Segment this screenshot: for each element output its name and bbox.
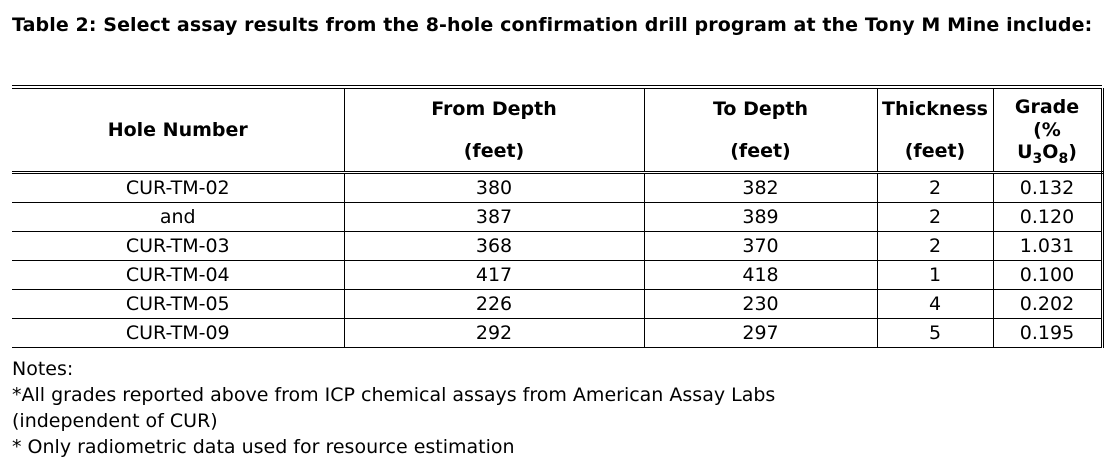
header-from-depth-label: From Depth: [431, 98, 557, 120]
cell-to-depth: 230: [644, 290, 877, 319]
table-row: [12, 203, 1102, 232]
table-row: [12, 290, 1102, 319]
cell-thickness: 2: [877, 232, 993, 261]
note-line-2: (independent of CUR): [12, 410, 218, 432]
cell-to-depth: 382: [644, 173, 877, 203]
table-row: [12, 319, 1102, 348]
table-header-row: [12, 89, 1102, 173]
cell-to-depth: 297: [644, 319, 877, 348]
header-from-depth: [344, 89, 644, 173]
header-grade-label: Grade: [1014, 96, 1080, 118]
table-row: [12, 173, 1102, 203]
header-grade-unit-open: (%: [1033, 119, 1061, 141]
cell-grade: 0.195: [993, 319, 1102, 348]
cell-grade: 0.120: [993, 203, 1102, 232]
header-to-depth-unit: (feet): [730, 140, 791, 162]
cell-thickness: 5: [877, 319, 993, 348]
cell-thickness: 2: [877, 173, 993, 203]
cell-from-depth: 368: [344, 232, 644, 261]
cell-from-depth: 292: [344, 319, 644, 348]
notes-heading: Notes:: [12, 358, 74, 380]
cell-grade: 0.132: [993, 173, 1102, 203]
header-hole-number-label: Hole Number: [107, 119, 248, 141]
table-title: Table 2: Select assay results from the 8-hole confirmation drill program at the Tony M Mine include:: [12, 14, 1093, 36]
formula-u: U: [1017, 141, 1033, 163]
header-grade-unit-formula: [994, 141, 1101, 165]
cell-hole: CUR-TM-05: [12, 290, 344, 319]
header-thickness-label: Thickness: [882, 98, 988, 120]
note-line-3: * Only radiometric data used for resource estimation: [12, 436, 515, 458]
cell-hole: CUR-TM-04: [12, 261, 344, 290]
header-hole-number: [12, 89, 344, 173]
header-to-depth-label: To Depth: [713, 98, 808, 120]
cell-hole: CUR-TM-09: [12, 319, 344, 348]
assay-table-container: [12, 85, 1102, 348]
header-thickness-unit: (feet): [904, 140, 966, 162]
cell-thickness: 4: [877, 290, 993, 319]
note-line-1: *All grades reported above from ICP chemical assays from American Assay Labs: [12, 384, 776, 406]
cell-from-depth: 417: [344, 261, 644, 290]
formula-close: ): [1068, 141, 1077, 163]
header-from-depth-unit: (feet): [463, 140, 525, 162]
cell-hole: CUR-TM-02: [12, 173, 344, 203]
table-top-rule: [12, 85, 1102, 86]
cell-from-depth: 380: [344, 173, 644, 203]
cell-to-depth: 389: [644, 203, 877, 232]
table-row: [12, 261, 1102, 290]
header-thickness: [877, 89, 993, 173]
cell-to-depth: 370: [644, 232, 877, 261]
cell-hole: CUR-TM-03: [12, 232, 344, 261]
header-to-depth: [644, 89, 877, 173]
formula-o: O: [1042, 141, 1059, 163]
header-grade: [993, 89, 1102, 173]
cell-grade: 0.202: [993, 290, 1102, 319]
notes-section: [12, 356, 775, 460]
assay-results-table: [12, 88, 1104, 348]
formula-u-subscript: 3: [1032, 151, 1043, 167]
cell-to-depth: 418: [644, 261, 877, 290]
cell-grade: 0.100: [993, 261, 1102, 290]
formula-o-subscript: 8: [1058, 151, 1069, 167]
cell-grade: 1.031: [993, 232, 1102, 261]
cell-from-depth: 387: [344, 203, 644, 232]
table-row: [12, 232, 1102, 261]
cell-from-depth: 226: [344, 290, 644, 319]
cell-hole: and: [12, 203, 344, 232]
cell-thickness: 2: [877, 203, 993, 232]
cell-thickness: 1: [877, 261, 993, 290]
